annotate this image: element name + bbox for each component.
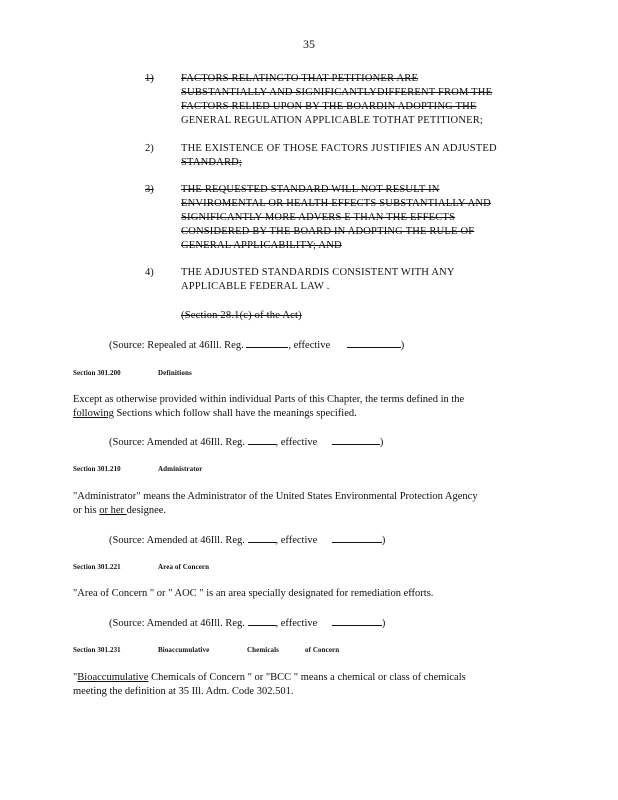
reg-blank [248,616,276,626]
source-effective-label: , effective [288,340,331,351]
section-title: Administrator [158,465,203,473]
close-paren: ) [381,535,386,546]
administrator-text-line-2 [73,505,166,516]
inserted-text: following [73,408,114,419]
effective-blank [332,533,382,543]
inserted-text: or her [99,505,127,516]
section-title-part-3: of Concern [305,646,340,654]
source-note-repealed [109,338,404,351]
item-4-number: 4) [145,267,154,278]
administrator-text-line-1: "Administrator" means the Administrator of the United States Environmental Protection Agency [73,491,478,502]
bcc-text-line-2: meeting the definition at 35 Ill. Adm. Code 302.501. [73,686,294,697]
section-number: Section 301.221 [73,563,121,571]
source-note-amended [109,533,385,546]
section-title-part-1: Bioaccumulative [158,646,210,654]
item-3-line-3: SIGNIFICANTLY MORE ADVERS E THAN THE EFFECTS [181,212,456,223]
item-4-line-1: THE ADJUSTED STANDARDIS CONSISTENT WITH ANY [181,267,455,278]
definitions-text-line-1: Except as otherwise provided within individual Parts of this Chapter, the terms defined in the [73,394,465,405]
aoc-text: "Area of Concern " or " AOC " is an area specially designated for remediation efforts. [73,588,434,599]
item-2-number: 2) [145,143,154,154]
effective-blank [332,435,380,445]
reg-blank [248,533,276,543]
section-title: Area of Concern [158,563,210,571]
reg-blank [246,338,288,348]
close-paren: ) [381,618,386,629]
item-3-line-2: ENVIROMENTAL OR HEALTH EFFECTS SUBSTANTIALLY AND [181,198,491,209]
source-prefix: (Source: Amended at 46Ill. Reg. [109,618,245,629]
page-number: 35 [303,37,315,51]
source-prefix: (Source: Repealed at 46Ill. Reg. [109,340,244,351]
effective-blank [332,616,382,626]
item-1-number: 1) [145,73,154,84]
source-effective-label: , effective [275,535,318,546]
section-title: Definitions [158,369,192,377]
source-note-amended [109,435,383,448]
item-4-line-2: APPLICABLE FEDERAL LAW . [181,281,330,292]
section-number: Section 301.200 [73,369,121,377]
item-1-line-4: GENERAL REGULATION APPLICABLE TOTHAT PETITIONER; [181,115,484,126]
text-segment: Chemicals of Concern " or "BCC " means a chemical or class of chemicals [148,672,466,683]
item-1-line-2: SUBSTANTIALLY AND SIGNIFICANTLYDIFFERENT FROM THE [181,87,493,98]
section-title-part-2: Chemicals [247,646,280,654]
close-paren: ) [400,340,405,351]
source-effective-label: , effective [275,437,318,448]
section-number: Section 301.231 [73,646,121,654]
item-2-line-1: THE EXISTENCE OF THOSE FACTORS JUSTIFIES AN ADJUSTED [181,143,497,154]
inserted-text: Bioaccumulative [77,672,149,683]
item-1-line-3: FACTORS RELIED UPON BY THE BOARDIN ADOPTING THE [181,101,477,112]
item-1-line-1: FACTORS RELATINGTO THAT PETITIONER ARE [181,73,419,84]
text-segment: or his [73,505,100,516]
item-3-line-1: THE REQUESTED STANDARD WILL NOT RESULT IN [181,184,440,195]
definitions-text-line-2 [73,408,357,419]
item-3-line-5: GENERAL APPLICABILITY; AND [181,240,342,251]
source-prefix: (Source: Amended at 46Ill. Reg. [109,535,245,546]
item-2-line-2: STANDARD; [181,157,243,168]
source-prefix: (Source: Amended at 46Ill. Reg. [109,437,245,448]
text-segment: " [73,672,78,683]
source-note-amended [109,616,385,629]
definitions-text-rest: Sections which follow shall have the meanings specified. [113,408,357,419]
reg-blank [248,435,276,445]
text-segment: designee. [126,505,167,516]
section-number: Section 301.210 [73,465,121,473]
effective-blank [347,338,401,348]
source-effective-label: , effective [275,618,318,629]
item-3-number: 3) [145,184,154,195]
statutory-citation: (Section 28.1(c) of the Act) [181,310,302,321]
close-paren: ) [379,437,384,448]
item-3-line-4: CONSIDERED BY THE BOARD IN ADOPTING THE RULE OF [181,226,475,237]
bcc-text-line-1 [73,672,466,683]
